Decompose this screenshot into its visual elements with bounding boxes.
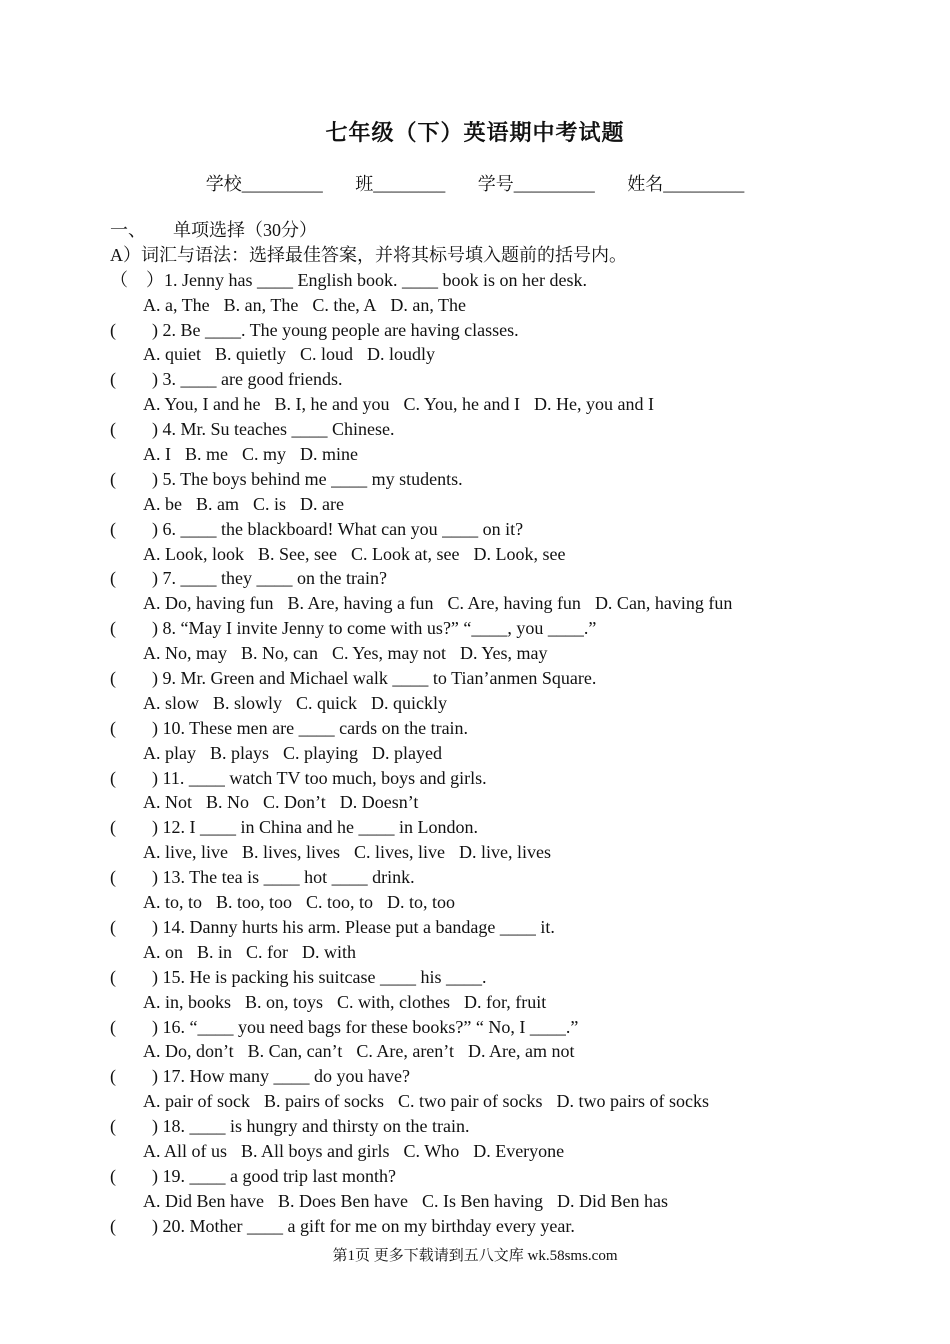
option-choice: A. Look, look [143,543,244,564]
question-stem: ( ) 7. ____ they ____ on the train? [110,568,387,589]
student-info-fields [0,170,950,196]
option-choice: C. quick [296,692,358,713]
option-choice: C. Are, having fun [447,593,581,614]
option-choice: C. loud [300,344,354,365]
option-choice: D. quickly [371,692,448,713]
option-choice: C. Is Ben having [421,1190,543,1211]
question-stem: ( ) 12. I ____ in China and he ____ in London. [110,817,478,838]
option-choice: D. Did Ben has [556,1190,668,1211]
question-options [110,691,870,716]
question-stem: ( ) 9. Mr. Green and Michael walk ____ to Tian’anmen Square. [110,668,597,689]
question-stem: ( ) 3. ____ are good friends. [110,369,343,390]
option-choice: B. lives, lives [241,842,340,863]
question-stem: ( ) 10. These men are ____ cards on the train. [110,717,469,738]
option-choice: A. Not [143,792,192,813]
option-choice: D. two pairs of socks [556,1091,709,1112]
page-footer: 第1页 更多下载请到五八文库 wk.58sms.com [332,1248,618,1264]
option-choice: A. Do, don’t [143,1041,234,1062]
option-choice: B. All boys and girls [241,1140,390,1161]
option-choice: C. Are, aren’t [356,1041,454,1062]
option-choice: A. in, books [143,991,232,1012]
question-options [110,392,870,417]
question-options [110,542,870,567]
option-choice: D. Doesn’t [339,792,419,813]
question-stem: ( ) 20. Mother ____ a gift for me on my birthday every year. [110,1215,575,1236]
option-choice: D. loudly [367,344,436,365]
question-stem: ( ) 14. Danny hurts his arm. Please put a bandage ____ it. [110,916,555,937]
student-number-field: 学号_________ [477,174,595,194]
question-options [110,741,870,766]
question-stem: ( ) 18. ____ is hungry and thirsty on the train. [110,1116,470,1137]
option-choice: D. for, fruit [464,991,547,1012]
option-choice: B. quietly [215,344,286,365]
option-choice: C. two pair of socks [397,1091,543,1112]
option-choice: B. slowly [213,692,283,713]
question-options [110,890,870,915]
question-stem: ( ) 17. How many ____ do you have? [110,1066,410,1087]
option-choice: C. lives, live [353,842,445,863]
option-choice: B. on, toys [245,991,324,1012]
option-choice: C. too, to [306,892,374,913]
question-stem: ( ) 15. He is packing his suitcase ____ his ____. [110,966,487,987]
part-instruction: A）词汇与语法：选择最佳答案，并将其标号填入题前的括号内。 [110,244,627,265]
question-options [110,790,870,815]
option-choice: B. pairs of socks [263,1091,384,1112]
question-options [110,1089,870,1114]
option-choice: D. Everyone [473,1140,565,1161]
name-field: 姓名_________ [627,174,745,194]
option-choice: A. to, to [143,892,203,913]
option-choice: D. He, you and I [534,394,654,415]
question-options [110,1189,870,1214]
option-choice: A. be [143,493,182,514]
option-choice: A. on [143,941,183,962]
question-stem: ( ) 19. ____ a good trip last month? [110,1165,396,1186]
option-choice: C. Don’t [263,792,326,813]
option-choice: B. too, too [216,892,293,913]
question-list [110,268,870,1239]
option-choice: C. playing [283,742,359,763]
question-stem: ( ) 11. ____ watch TV too much, boys and girls. [110,767,487,788]
option-choice: A. live, live [143,842,228,863]
option-choice: B. Can, can’t [247,1041,343,1062]
option-choice: C. is [253,493,287,514]
option-choice: B. No [206,792,250,813]
option-choice: C. the, A [312,294,377,315]
class-field: 班________ [355,174,446,194]
question-options [110,591,870,616]
question-options [110,1039,870,1064]
question-options [110,990,870,1015]
option-choice: B. in [197,941,233,962]
question-options [110,442,870,467]
section-heading: 一、 单项选择（30分） [110,220,317,240]
option-choice: A. You, I and he [143,394,261,415]
option-choice: B. me [185,444,228,465]
option-choice: B. plays [210,742,270,763]
option-choice: A. quiet [143,344,201,365]
option-choice: B. Are, having a fun [287,593,434,614]
option-choice: C. for [246,941,289,962]
option-choice: A. pair of sock [143,1091,250,1112]
option-choice: B. am [196,493,239,514]
question-options [110,492,870,517]
option-choice: D. with [302,941,357,962]
page-title: 七年级（下）英语期中考试题 [325,121,625,146]
question-options [110,342,870,367]
option-choice: A. a, The [143,294,210,315]
question-stem: （ ）1. Jenny has ____ English book. ____ book is on her desk. [110,269,587,290]
option-choice: D. played [372,742,442,763]
school-field: 学校_________ [205,174,323,194]
question-options [110,840,870,865]
option-choice: B. an, The [223,294,299,315]
question-stem: ( ) 4. Mr. Su teaches ____ Chinese. [110,419,395,440]
option-choice: B. See, see [258,543,337,564]
option-choice: B. Does Ben have [277,1190,408,1211]
question-stem: ( ) 6. ____ the blackboard! What can you ____ on it? [110,518,524,539]
option-choice: C. with, clothes [337,991,451,1012]
option-choice: A. Did Ben have [143,1190,264,1211]
question-stem: ( ) 8. “May I invite Jenny to come with us?” “____, you ____.” [110,618,597,639]
option-choice: C. You, he and I [403,394,521,415]
option-choice: A. No, may [143,643,227,664]
option-choice: A. All of us [143,1140,228,1161]
option-choice: B. I, he and you [274,394,390,415]
option-choice: D. are [300,493,344,514]
option-choice: D. an, The [390,294,466,315]
question-stem: ( ) 5. The boys behind me ____ my students. [110,468,463,489]
option-choice: A. play [143,742,196,763]
option-choice: C. Look at, see [350,543,460,564]
option-choice: A. Do, having fun [143,593,274,614]
option-choice: B. No, can [241,643,318,664]
option-choice: C. my [242,444,287,465]
question-options [110,1139,870,1164]
question-options [110,641,870,666]
question-options [110,940,870,965]
option-choice: A. I [143,444,171,465]
question-stem: ( ) 13. The tea is ____ hot ____ drink. [110,867,415,888]
option-choice: D. live, lives [458,842,551,863]
option-choice: D. Look, see [473,543,566,564]
exam-content [110,218,870,1239]
question-stem: ( ) 2. Be ____. The young people are having classes. [110,319,519,340]
option-choice: D. to, too [387,892,456,913]
option-choice: A. slow [143,692,200,713]
option-choice: D. Are, am not [467,1041,575,1062]
option-choice: C. Who [403,1140,460,1161]
option-choice: D. Yes, may [460,643,548,664]
option-choice: D. Can, having fun [594,593,733,614]
question-options [110,293,870,318]
option-choice: D. mine [300,444,359,465]
option-choice: C. Yes, may not [331,643,447,664]
question-stem: ( ) 16. “____ you need bags for these books?” “ No, I ____.” [110,1016,579,1037]
